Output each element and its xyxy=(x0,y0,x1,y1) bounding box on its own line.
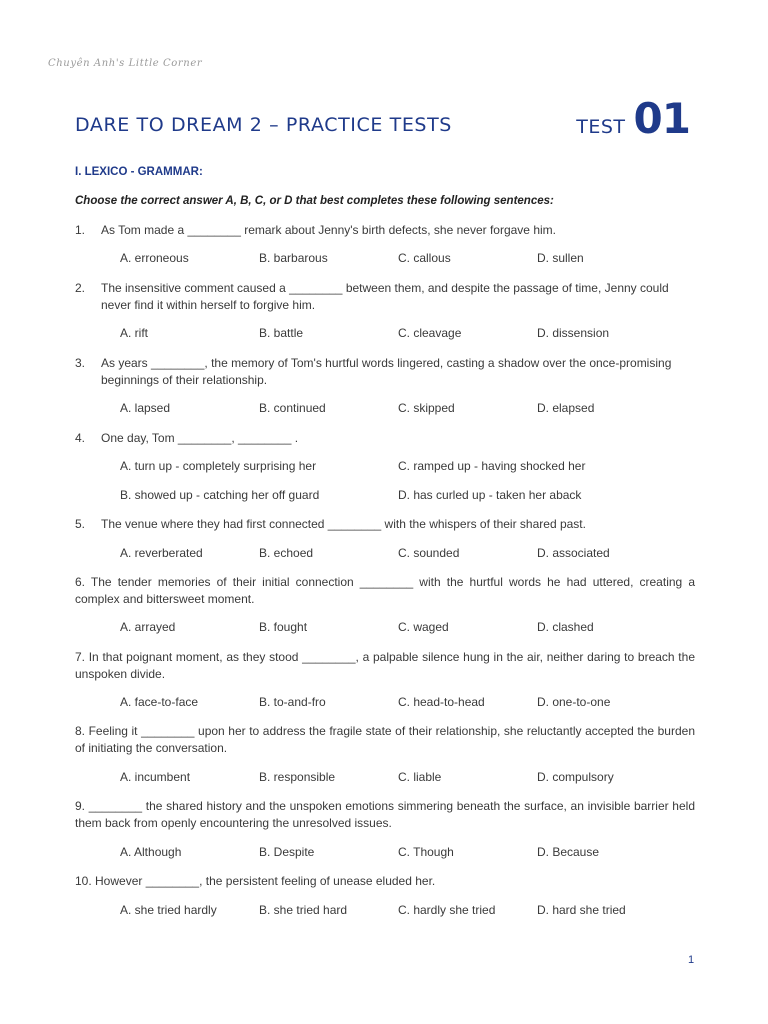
question-text: 7. In that poignant moment, as they stood ________, a palpable silence hung in the air, neither daring to breach the unspoken divide. xyxy=(75,650,695,681)
options-3 xyxy=(120,401,680,418)
question-4 xyxy=(75,430,695,447)
document-title: DARE TO DREAM 2 – PRACTICE TESTS xyxy=(75,114,452,136)
option-c[interactable]: C. liable xyxy=(398,770,442,784)
question-9 xyxy=(75,798,695,832)
question-number: 5. xyxy=(75,517,86,531)
question-text: 9. ________ the shared history and the unspoken emotions simmering beneath the surface, an invisible barrier held them back from openly encountering the unresolved issues. xyxy=(75,799,695,830)
question-7 xyxy=(75,649,695,683)
option-a[interactable]: A. face-to-face xyxy=(120,695,199,709)
options-5 xyxy=(120,546,680,563)
option-d[interactable]: D. compulsory xyxy=(537,770,614,784)
options-9 xyxy=(120,845,680,862)
question-8 xyxy=(75,723,695,757)
question-number: 2. xyxy=(75,281,86,295)
option-c[interactable]: C. ramped up - having shocked her xyxy=(398,459,586,473)
option-a[interactable]: A. Although xyxy=(120,845,182,859)
option-c[interactable]: C. head-to-head xyxy=(398,695,485,709)
option-b[interactable]: B. Despite xyxy=(259,845,315,859)
option-d[interactable]: D. Because xyxy=(537,845,600,859)
question-3 xyxy=(75,355,695,389)
option-b[interactable]: B. showed up - catching her off guard xyxy=(120,488,320,502)
question-text: 10. However ________, the persistent feeling of unease eluded her. xyxy=(75,874,436,888)
watermark-corner: Chuyên Anh's Little Corner xyxy=(48,58,203,69)
option-c[interactable]: C. waged xyxy=(398,620,449,634)
test-number: 01 xyxy=(633,94,690,143)
option-d[interactable]: D. clashed xyxy=(537,620,594,634)
option-b[interactable]: B. responsible xyxy=(259,770,336,784)
instruction-text: Choose the correct answer A, B, C, or D that best completes these following sentences: xyxy=(75,195,554,207)
question-text: As years ________, the memory of Tom's hurtful words lingered, casting a shadow over the once-promising beginnings of their relationship. xyxy=(101,356,672,387)
question-5 xyxy=(75,516,695,533)
question-1 xyxy=(75,222,695,239)
options-2 xyxy=(120,326,680,343)
option-d[interactable]: D. associated xyxy=(537,546,610,560)
option-b[interactable]: B. continued xyxy=(259,401,326,415)
question-2 xyxy=(75,280,695,314)
option-b[interactable]: B. she tried hard xyxy=(259,903,348,917)
option-d[interactable]: D. has curled up - taken her aback xyxy=(398,488,582,502)
question-text: One day, Tom ________, ________ . xyxy=(101,431,299,445)
options-1 xyxy=(120,251,680,268)
page-number: 1 xyxy=(688,954,695,966)
option-b[interactable]: B. battle xyxy=(259,326,304,340)
option-a[interactable]: A. she tried hardly xyxy=(120,903,217,917)
question-number: 4. xyxy=(75,431,86,445)
option-b[interactable]: B. echoed xyxy=(259,546,314,560)
option-c[interactable]: C. cleavage xyxy=(398,326,462,340)
option-d[interactable]: D. one-to-one xyxy=(537,695,611,709)
option-d[interactable]: D. elapsed xyxy=(537,401,595,415)
options-10 xyxy=(120,903,680,920)
options-7 xyxy=(120,695,680,712)
option-b[interactable]: B. fought xyxy=(259,620,308,634)
option-a[interactable]: A. arrayed xyxy=(120,620,176,634)
option-d[interactable]: D. sullen xyxy=(537,251,584,265)
question-text: As Tom made a ________ remark about Jenny's birth defects, she never forgave him. xyxy=(101,223,556,237)
section-heading: I. LEXICO - GRAMMAR: xyxy=(75,166,203,178)
question-text: The venue where they had first connected ________ with the whispers of their shared past. xyxy=(101,517,586,531)
option-a[interactable]: A. erroneous xyxy=(120,251,189,265)
question-6 xyxy=(75,574,695,608)
options-4-row2 xyxy=(120,488,680,505)
question-number: 3. xyxy=(75,356,86,370)
question-10 xyxy=(75,873,695,890)
option-a[interactable]: A. incumbent xyxy=(120,770,191,784)
option-d[interactable]: D. dissension xyxy=(537,326,610,340)
options-4-row1 xyxy=(120,459,680,476)
option-a[interactable]: A. reverberated xyxy=(120,546,203,560)
question-text: 6. The tender memories of their initial connection ________ with the hurtful words he had uttered, creating a complex and bittersweet moment. xyxy=(75,575,695,606)
option-c[interactable]: C. sounded xyxy=(398,546,460,560)
question-text: The insensitive comment caused a ________ between them, and despite the passage of time, Jenny could never find it within herself to forgive him. xyxy=(101,281,669,312)
option-c[interactable]: C. callous xyxy=(398,251,451,265)
option-d[interactable]: D. hard she tried xyxy=(537,903,626,917)
option-a[interactable]: A. lapsed xyxy=(120,401,171,415)
test-word: TEST xyxy=(576,116,626,138)
option-b[interactable]: B. barbarous xyxy=(259,251,328,265)
question-number: 1. xyxy=(75,223,86,237)
options-8 xyxy=(120,770,680,787)
option-b[interactable]: B. to-and-fro xyxy=(259,695,326,709)
option-c[interactable]: C. Though xyxy=(398,845,454,859)
option-c[interactable]: C. hardly she tried xyxy=(398,903,496,917)
options-6 xyxy=(120,620,680,637)
test-label xyxy=(576,94,690,143)
option-a[interactable]: A. rift xyxy=(120,326,149,340)
option-c[interactable]: C. skipped xyxy=(398,401,455,415)
option-a[interactable]: A. turn up - completely surprising her xyxy=(120,459,317,473)
question-text: 8. Feeling it ________ upon her to address the fragile state of their relationship, she reluctantly accepted the burden of initiating the conversation. xyxy=(75,724,695,755)
